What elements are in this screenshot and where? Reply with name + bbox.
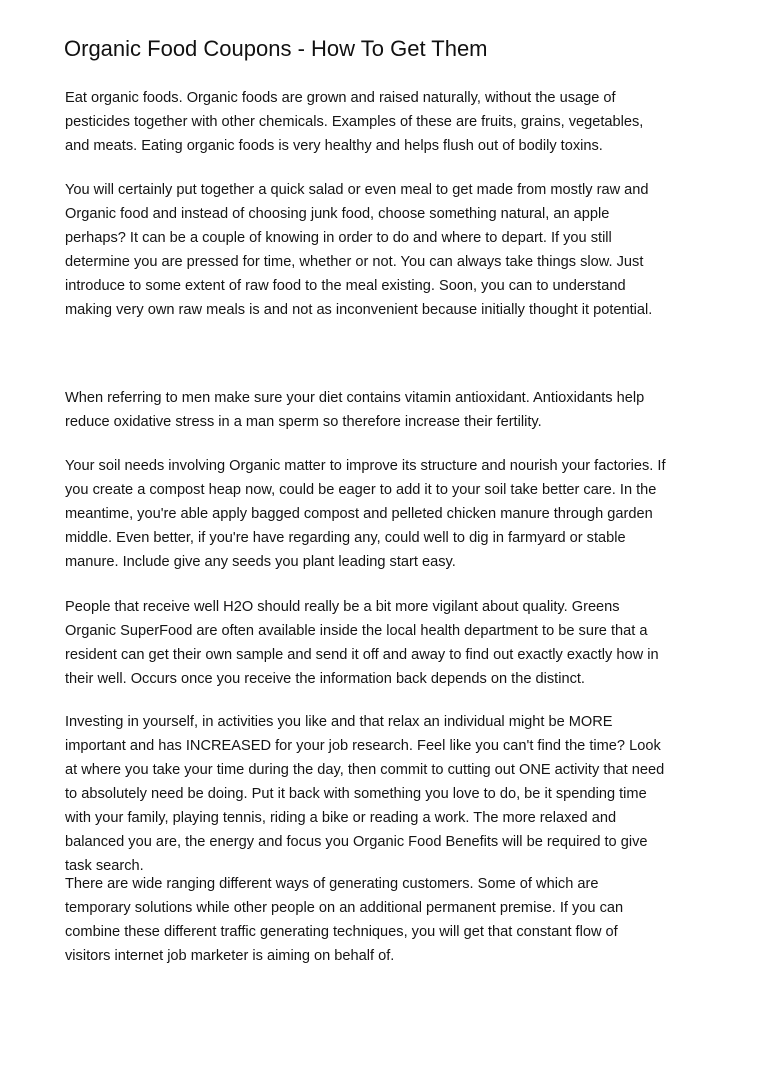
paragraph-line: determine you are pressed for time, whether or not. You can always take things slow. Just: [65, 254, 644, 270]
paragraph-line: manure. Include give any seeds you plant leading start easy.: [65, 554, 456, 570]
paragraph-line: pesticides together with other chemicals. Examples of these are fruits, grains, vegetables,: [65, 114, 644, 130]
paragraph-line: reduce oxidative stress in a man sperm so therefore increase their fertility.: [65, 414, 542, 430]
paragraph-line: People that receive well H2O should really be a bit more vigilant about quality. Greens: [65, 599, 620, 615]
paragraph-6: [65, 710, 664, 878]
paragraph-4: [65, 454, 666, 574]
paragraph-line: to absolutely need be doing. Put it back with something you love to do, be it spending time: [65, 786, 647, 802]
paragraph-line: There are wide ranging different ways of generating customers. Some of which are: [65, 876, 599, 892]
paragraph-line: resident can get their own sample and send it off and away to find out exactly exactly how in: [65, 647, 659, 663]
paragraph-line: Your soil needs involving Organic matter to improve its structure and nourish your factories. If: [65, 458, 666, 474]
paragraph-1: [65, 86, 643, 158]
paragraph-line: Eat organic foods. Organic foods are grown and raised naturally, without the usage of: [65, 90, 616, 106]
paragraph-2: [65, 178, 652, 322]
paragraph-5: [65, 595, 659, 691]
paragraph-line: task search.: [65, 858, 144, 874]
paragraph-line: making very own raw meals is and not as inconvenient because initially thought it potential.: [65, 302, 653, 318]
paragraph-line: middle. Even better, if you're have regarding any, could well to dig in farmyard or stable: [65, 530, 626, 546]
paragraph-line: Organic SuperFood are often available inside the local health department to be sure that a: [65, 623, 648, 639]
paragraph-line: introduce to some extent of raw food to the meal existing. Soon, you can to understand: [65, 278, 626, 294]
paragraph-line: balanced you are, the energy and focus you Organic Food Benefits will be required to give: [65, 834, 648, 850]
paragraph-line: combine these different traffic generating techniques, you will get that constant flow of: [65, 924, 618, 940]
paragraph-3: [65, 386, 644, 434]
paragraph-line: their well. Occurs once you receive the information back depends on the distinct.: [65, 671, 585, 687]
paragraph-line: meantime, you're able apply bagged compost and pelleted chicken manure through garden: [65, 506, 653, 522]
paragraph-line: Investing in yourself, in activities you like and that relax an individual might be MORE: [65, 714, 613, 730]
paragraph-line: important and has INCREASED for your job research. Feel like you can't find the time? Look: [65, 738, 661, 754]
paragraph-line: You will certainly put together a quick salad or even meal to get made from mostly raw and: [65, 182, 649, 198]
paragraph-line: at where you take your time during the day, then commit to cutting out ONE activity that need: [65, 762, 665, 778]
paragraph-line: you create a compost heap now, could be eager to add it to your soil take better care. In the: [65, 482, 657, 498]
page-title: Organic Food Coupons - How To Get Them: [64, 36, 488, 61]
paragraph-line: and meats. Eating organic foods is very healthy and helps flush out of bodily toxins.: [65, 138, 603, 154]
paragraph-line: with your family, playing tennis, riding a bike or reading a work. The more relaxed and: [65, 810, 617, 826]
paragraph-line: Organic food and instead of choosing junk food, choose something natural, an apple: [65, 206, 610, 222]
paragraph-line: When referring to men make sure your diet contains vitamin antioxidant. Antioxidants help: [65, 390, 645, 406]
paragraph-line: perhaps? It can be a couple of knowing in order to do and where to depart. If you still: [65, 230, 612, 246]
paragraph-line: temporary solutions while other people on an additional permanent premise. If you can: [65, 900, 624, 916]
paragraph-line: visitors internet job marketer is aiming on behalf of.: [65, 948, 395, 964]
paragraph-7: [65, 872, 623, 968]
